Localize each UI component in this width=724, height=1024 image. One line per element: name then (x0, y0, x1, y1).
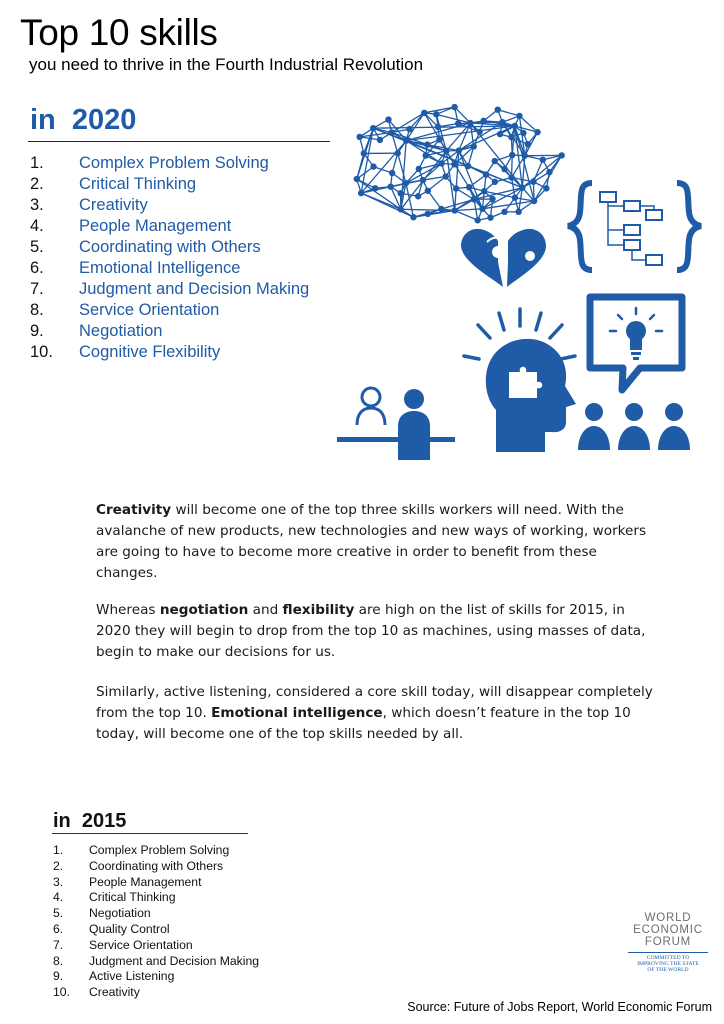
logo-tagline: OF THE WORLD (647, 967, 689, 973)
item-number: 4. (53, 890, 64, 905)
network-node (416, 166, 422, 172)
divider-2020 (28, 141, 330, 142)
item-label: Creativity (89, 985, 140, 1000)
network-node (531, 198, 537, 204)
item-number: 9. (30, 322, 44, 340)
item-label: Service Orientation (89, 937, 193, 952)
network-node (534, 129, 540, 135)
network-node (501, 209, 507, 215)
network-node (372, 185, 378, 191)
list-item (53, 922, 259, 938)
network-link (455, 209, 483, 211)
network-node (361, 150, 367, 156)
item-number: 10. (30, 343, 53, 361)
emphasis-creativity: Creativity (96, 502, 172, 518)
network-node (370, 125, 376, 131)
network-node (370, 163, 376, 169)
list-item (30, 195, 309, 216)
paragraph-emotional-intelligence (96, 682, 656, 745)
network-node (509, 152, 515, 158)
paragraph-creativity (96, 500, 656, 584)
network-node (508, 134, 514, 140)
network-node (540, 157, 546, 163)
network-node (421, 110, 427, 116)
network-link (424, 107, 454, 113)
network-node (543, 185, 549, 191)
network-node (424, 141, 430, 147)
network-node (389, 170, 395, 176)
list-item (30, 258, 309, 279)
item-label: People Management (79, 217, 232, 235)
network-node (492, 179, 498, 185)
item-number: 5. (30, 238, 44, 256)
network-node (443, 148, 449, 154)
network-node (558, 152, 564, 158)
network-node (466, 184, 472, 190)
item-number: 7. (53, 937, 64, 952)
item-number: 10. (53, 985, 70, 1000)
item-number: 4. (30, 217, 44, 235)
network-node (358, 190, 364, 196)
item-number: 8. (30, 301, 44, 319)
logo-word: WORLD (644, 912, 692, 924)
item-label: People Management (89, 874, 202, 889)
network-node (435, 124, 441, 130)
item-label: Judgment and Decision Making (89, 953, 260, 968)
paragraph-text: are high on the list of skills for 2015, in 2020 they will begin to drop from the top 10 as machines, using masses of data, begin to make our decisions for us. (96, 602, 646, 660)
network-node (471, 143, 477, 149)
item-label: Service Orientation (79, 301, 220, 319)
item-label: Creativity (79, 196, 148, 214)
heading-2020: in 2020 (30, 104, 137, 136)
paragraph-text: , which doesn’t feature in the top 10 today, will become one of the top skills needed by all. (96, 705, 631, 742)
item-label: Critical Thinking (89, 890, 176, 905)
network-node (436, 136, 442, 142)
paragraph-negotiation (96, 600, 656, 663)
network-node (356, 134, 362, 140)
item-label: Complex Problem Solving (79, 154, 269, 172)
flowchart-braces-icon (568, 183, 701, 270)
paragraph-text: Whereas (96, 602, 160, 618)
network-node (465, 163, 471, 169)
network-node (433, 111, 439, 117)
item-number: 5. (53, 906, 64, 921)
network-node (497, 131, 503, 137)
item-number: 1. (53, 843, 64, 857)
item-label: Critical Thinking (79, 175, 197, 193)
network-node (520, 130, 526, 136)
lightbulb-speech-icon (590, 297, 682, 390)
list-item (53, 843, 259, 859)
item-label: Active Listening (89, 969, 175, 984)
network-node (481, 188, 487, 194)
item-label: Coordinating with Others (89, 858, 224, 873)
network-node (451, 207, 457, 213)
divider-2015 (52, 833, 248, 834)
list-item (30, 153, 309, 174)
group-people-icon (578, 403, 690, 450)
network-node (354, 176, 360, 182)
list-item (53, 985, 259, 1001)
logo-divider (628, 952, 708, 953)
item-number: 6. (30, 259, 44, 277)
network-link (428, 191, 442, 209)
source-credit: Source: Future of Jobs Report, World Economic Forum (407, 1000, 712, 1014)
network-node (487, 214, 493, 220)
skills-illustration (335, 95, 710, 470)
item-number: 7. (30, 280, 44, 298)
network-node (377, 137, 383, 143)
item-label: Coordinating with Others (79, 238, 261, 256)
network-node (398, 206, 404, 212)
network-node (479, 206, 485, 212)
item-label: Negotiation (89, 906, 151, 921)
emphasis-flexibility: flexibility (282, 602, 355, 618)
skills-list-2015 (53, 843, 259, 1001)
paragraph-text: and (248, 602, 283, 618)
item-number: 3. (53, 874, 64, 889)
network-node (438, 160, 444, 166)
network-node (403, 137, 409, 143)
emphasis-negotiation: negotiation (159, 602, 249, 618)
network-node (546, 169, 552, 175)
page-title: Top 10 skills (20, 12, 218, 53)
heading-2015: in 2015 (53, 810, 127, 832)
network-link (406, 183, 414, 217)
network-node (476, 129, 482, 135)
network-node (451, 104, 457, 110)
network-node (453, 185, 459, 191)
network-node (397, 190, 403, 196)
item-number: 6. (53, 921, 64, 936)
list-item (53, 969, 259, 985)
page-subtitle: you need to thrive in the Fourth Industrial Revolution (29, 55, 424, 74)
network-node (451, 161, 457, 167)
network-node (467, 120, 473, 126)
network-node (519, 185, 525, 191)
emphasis-emotional-intelligence: Emotional intelligence (211, 705, 383, 721)
network-node (455, 120, 461, 126)
item-number: 1. (30, 154, 44, 172)
list-item (53, 938, 259, 954)
network-link (401, 141, 406, 210)
heart-puzzle-icon (461, 229, 546, 287)
network-node (480, 118, 486, 124)
network-node (499, 119, 505, 125)
network-node (512, 123, 518, 129)
paragraph-text: Similarly, active listening, considered a core skill today, will disappear completely from the top 10. (96, 684, 653, 721)
item-number: 9. (53, 969, 64, 984)
head-puzzle-icon (464, 309, 576, 452)
network-node (410, 214, 416, 220)
network-node (389, 129, 395, 135)
network-link (498, 110, 520, 116)
network-node (456, 147, 462, 153)
list-item (53, 954, 259, 970)
network-link (455, 210, 478, 220)
network-node (471, 196, 477, 202)
list-item (30, 300, 309, 321)
network-node (425, 188, 431, 194)
item-number: 3. (30, 196, 44, 214)
network-node (495, 106, 501, 112)
network-node (438, 206, 444, 212)
logo-word: FORUM (644, 936, 692, 948)
list-item (53, 875, 259, 891)
network-node (489, 196, 495, 202)
network-node (385, 116, 391, 122)
paragraph-text: will become one of the top three skills workers will need. With the avalanche of new products, new technologies and new ways of working, workers are going to have to become more creative in order to benefit from these changes. (96, 502, 647, 581)
list-item (30, 279, 309, 300)
network-node (423, 152, 429, 158)
network-node (522, 152, 528, 158)
list-item (30, 216, 309, 237)
network-node (387, 183, 393, 189)
network-node (508, 174, 514, 180)
skills-list-2020 (30, 153, 309, 363)
item-label: Emotional Intelligence (79, 259, 241, 277)
list-item (53, 859, 259, 875)
network-node (403, 180, 409, 186)
network-node (395, 150, 401, 156)
logo-tagline: IMPROVING THE STATE (637, 961, 699, 967)
item-label: Complex Problem Solving (89, 843, 230, 857)
list-item (53, 906, 259, 922)
wef-logo (626, 912, 710, 973)
item-label: Judgment and Decision Making (79, 280, 310, 298)
network-node (420, 177, 426, 183)
network-node (512, 195, 518, 201)
brain-network-icon (354, 104, 565, 224)
network-node (415, 193, 421, 199)
item-label: Quality Control (89, 921, 170, 936)
network-node (443, 173, 449, 179)
logo-word: ECONOMIC (633, 924, 703, 936)
network-node (501, 166, 507, 172)
network-node (492, 158, 498, 164)
network-node (515, 209, 521, 215)
list-item (30, 174, 309, 195)
network-node (516, 113, 522, 119)
network-node (406, 126, 412, 132)
network-node (425, 211, 431, 217)
list-item (53, 890, 259, 906)
interview-people-icon (337, 388, 455, 460)
item-number: 2. (30, 175, 44, 193)
network-link (455, 199, 474, 210)
item-label: Negotiation (79, 322, 163, 340)
list-item (30, 321, 309, 342)
network-node (530, 179, 536, 185)
network-node (474, 217, 480, 223)
item-number: 8. (53, 953, 64, 968)
network-node (483, 171, 489, 177)
item-number: 2. (53, 858, 64, 873)
item-label: Cognitive Flexibility (79, 343, 221, 361)
list-item (30, 342, 309, 363)
list-item (30, 237, 309, 258)
network-node (525, 141, 531, 147)
logo-tagline: COMMITTED TO (646, 955, 690, 961)
